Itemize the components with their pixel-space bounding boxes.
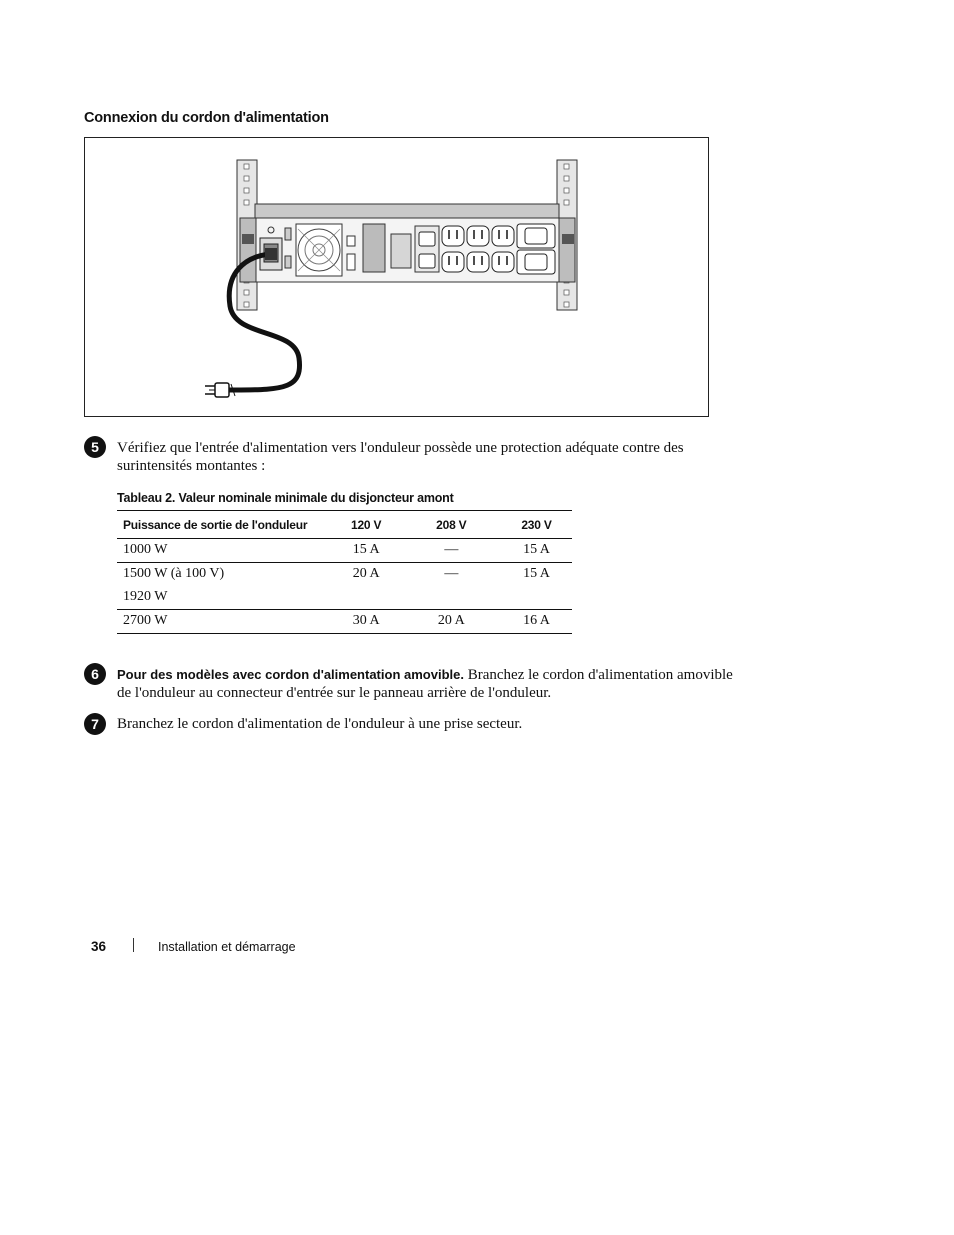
table-row — [117, 539, 572, 563]
table-row — [117, 586, 572, 610]
step-badge-5: 5 — [84, 436, 106, 458]
step-6-text — [117, 666, 747, 702]
table-cell: 1920 W — [117, 586, 331, 610]
table-cell: 20 A — [352, 566, 380, 581]
breaker-rating-table — [117, 510, 572, 634]
footer-page-number: 36 — [91, 939, 107, 954]
table-cell: 2700 W — [117, 610, 331, 634]
table-cell: 15 A — [523, 566, 550, 581]
figure-frame — [84, 137, 709, 417]
step-5-text: Vérifiez que l'entrée d'alimentation vers l'onduleur possède une protection adéquate contre des surintensités montantes : — [117, 440, 684, 474]
table-header-output-power: Puissance de sortie de l'onduleur — [117, 511, 331, 539]
step-6-bold-lead: Pour des modèles avec cordon d'alimentation amovible. — [117, 667, 464, 682]
table-header-row — [117, 511, 572, 539]
table-cell: 20 A — [402, 610, 501, 634]
table-header-120v: 120 V — [331, 511, 402, 539]
step-6-body: Branchez le cordon d'alimentation amovible de l'onduleur au connecteur d'entrée sur le panneau arrière de l'onduleur. — [117, 667, 733, 701]
table-cell: 16 A — [501, 610, 572, 634]
table-cell: — — [444, 566, 459, 581]
table-cell: 30 A — [331, 610, 402, 634]
step-7-text: Branchez le cordon d'alimentation de l'onduleur à une prise secteur. — [117, 716, 523, 732]
footer-chapter-title: Installation et démarrage — [158, 940, 296, 954]
table-cell: 1500 W (à 100 V) — [123, 566, 225, 581]
table-row — [117, 610, 572, 634]
section-title: Connexion du cordon d'alimentation — [84, 110, 329, 126]
step-badge-6: 6 — [84, 663, 106, 685]
ups-rear-panel-power-cord-illustration-icon — [85, 138, 708, 416]
table-cell: 1000 W — [117, 539, 331, 563]
table-caption: Tableau 2. Valeur nominale minimale du disjoncteur amont — [117, 491, 454, 505]
table-cell — [501, 586, 572, 610]
table-cell — [402, 586, 501, 610]
table-cell: 15 A — [501, 539, 572, 563]
footer-divider — [133, 938, 134, 952]
table-header-208v: 208 V — [402, 511, 501, 539]
step-badge-7: 7 — [84, 713, 106, 735]
table-row — [117, 563, 572, 587]
table-header-230v: 230 V — [501, 511, 572, 539]
table-cell — [331, 586, 402, 610]
table-cell: 15 A — [331, 539, 402, 563]
table-cell: — — [402, 539, 501, 563]
